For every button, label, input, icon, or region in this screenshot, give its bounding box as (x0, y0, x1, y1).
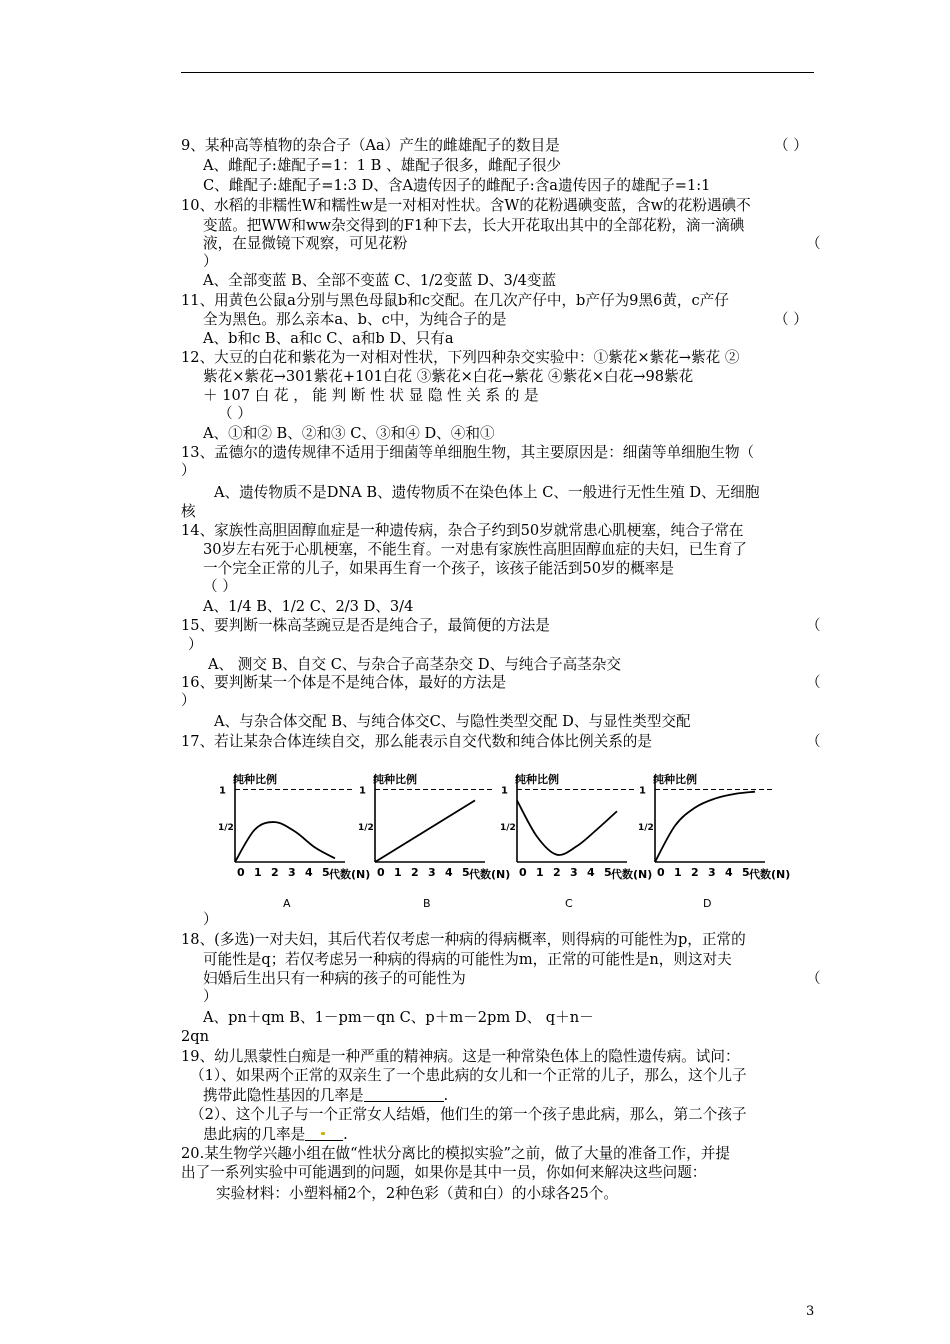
chart-b-ytick-1: 1 (359, 785, 366, 797)
chart-a-title: A (283, 897, 291, 910)
q15-paren-open: （ (806, 617, 821, 634)
q18-line1: 18、(多选)一对夫妇，其后代若仅考虑一种病的得病概率，则得病的可能性为p，正常的 (181, 931, 746, 948)
q11-line2: 全为黑色。那么亲本a、b、c中，为纯合子的是 (203, 311, 507, 328)
q20-line2: 出了一系列实验中可能遇到的问题，如果你是其中一员，你如何来解决这些问题： (181, 1164, 707, 1181)
q18-paren-open: （ (806, 970, 821, 987)
chart-c-xtick-5: 5 (604, 866, 612, 879)
q9-options-cd: C、雌配子:雄配子=1:3 D、含A遗传因子的雌配子:含a遗传因子的雄配子=1:1 (203, 177, 711, 194)
q17-paren-close: ） (203, 911, 218, 928)
q12-options: A、①和② B、②和③ C、③和④ D、④和① (203, 425, 495, 442)
q10-paren-open: （ (806, 235, 821, 252)
chart-a-series-line (235, 822, 335, 862)
chart-b-ylabel: 纯种比例 (373, 773, 417, 786)
q14-answer-paren: （ ） (203, 578, 237, 595)
q15-stem: 15、要判断一株高茎豌豆是否是纯合子，最简便的方法是 (181, 617, 550, 634)
chart-d-xtick-3: 3 (708, 866, 716, 879)
chart-c-xtick-0: 0 (519, 866, 527, 879)
chart-d-xtick-1: 1 (674, 866, 682, 879)
chart-a-xtick-5: 5 (322, 866, 330, 879)
q17-charts-svg (205, 765, 795, 915)
chart-b-series-line (375, 800, 475, 862)
chart-c-xtick-3: 3 (570, 866, 578, 879)
chart-b-xtick-3: 3 (428, 866, 436, 879)
q19-answer-blank-1[interactable] (364, 1087, 444, 1102)
chart-d-ylabel: 纯种比例 (653, 773, 697, 786)
chart-c-series-line (517, 800, 617, 855)
green-dot-mark (321, 1132, 325, 1135)
q12-answer-paren: （ ） (218, 405, 252, 422)
q18-paren-close: ） (203, 988, 218, 1005)
q10-paren-close: ） (203, 253, 218, 270)
q18-options: A、pn＋qm B、1－pm－qn C、p＋m－2pm D、 q＋n－ (203, 1009, 594, 1026)
q19-line5 (203, 1125, 836, 1145)
q16-paren-open: （ (806, 674, 821, 691)
q19-line4: （2）、这个儿子与一个正常女人结婚，他们生的第一个孩子患此病，那么，第二个孩子 (190, 1106, 747, 1123)
q9-options-ab: A、雌配子:雄配子=1：1 B 、雄配子很多，雌配子很少 (203, 157, 562, 174)
chart-a-ytick-half: 1/2 (218, 822, 234, 833)
chart-c-title: C (565, 897, 573, 910)
q16-options: A、与杂合体交配 B、与纯合体交C、与隐性类型交配 D、与显性类型交配 (214, 713, 691, 730)
chart-b-xtick-0: 0 (377, 866, 385, 879)
q18-options-wrap: 2qn (181, 1028, 210, 1045)
q18-line2: 可能性是q；若仅考虑另一种病的得病的可能性为m，正常的可能性是n，则这对夫 (203, 951, 732, 968)
q19-answer-blank-2[interactable] (305, 1126, 343, 1141)
chart-b-xtick-1: 1 (394, 866, 402, 879)
q19-line1: 19、幼儿黑蒙性白痴是一种严重的精神病。这是一种常染色体上的隐性遗传病。试问： (181, 1048, 740, 1065)
chart-d-xtick-5: 5 (742, 866, 750, 879)
chart-d-xtick-2: 2 (691, 866, 699, 879)
q20-line1: 20.某生物学兴趣小组在做“性状分离比的模拟实验”之前，做了大量的准备工作，并提 (181, 1145, 730, 1162)
q13-options: A、遗传物质不是DNA B、遗传物质不在染色体上 C、一般进行无性生殖 D、无细胞 (214, 484, 760, 501)
q17-stem: 17、若让某杂合体连续自交，那么能表示自交代数和纯合体比例关系的是 (181, 733, 652, 750)
q16-stem: 16、要判断某一个体是不是纯合体，最好的方法是 (181, 674, 507, 691)
chart-a-xtick-0: 0 (237, 866, 245, 879)
q19-line5-text: 患此病的几率是 (203, 1126, 306, 1143)
q11-line1: 11、用黄色公鼠a分别与黑色母鼠b和c交配。在几次产仔中，b产仔为9黑6黄，c产仔 (181, 292, 729, 309)
chart-a-xlabel: 代数(N) (329, 868, 371, 881)
q16-paren-close: ） (181, 692, 196, 709)
chart-d-title: D (703, 897, 712, 910)
chart-c-ylabel: 纯种比例 (515, 773, 559, 786)
header-rule (181, 72, 814, 73)
q19-line3-end: . (443, 1087, 449, 1104)
q10-options: A、全部变蓝 B、全部不变蓝 C、1/2变蓝 D、3/4变蓝 (203, 272, 557, 289)
q9-stem: 9、某种高等植物的杂合子（Aa）产生的雌雄配子的数目是 (181, 137, 560, 154)
q14-options: A、1/4 B、1/2 C、2/3 D、3/4 (203, 598, 414, 615)
chart-c-ytick-half: 1/2 (500, 822, 516, 833)
q11-answer-paren: （ ） (774, 311, 808, 328)
chart-d-xlabel: 代数(N) (749, 868, 791, 881)
chart-d-ytick-half: 1/2 (638, 822, 654, 833)
q15-paren-close: ） (188, 636, 203, 653)
chart-c-xtick-4: 4 (587, 866, 595, 879)
chart-c-ytick-1: 1 (501, 785, 508, 797)
q19-line5-end: . (343, 1126, 348, 1143)
chart-b-xtick-2: 2 (411, 866, 419, 879)
chart-a-ytick-1: 1 (219, 785, 226, 797)
page-number: 3 (806, 1304, 815, 1319)
q13-line1: 13、孟德尔的遗传规律不适用于细菌等单细胞生物，其主要原因是：细菌等单细胞生物（ (181, 444, 755, 461)
q13-paren-close: ） (181, 462, 196, 479)
chart-a-xtick-1: 1 (254, 866, 262, 879)
chart-d-xtick-4: 4 (725, 866, 733, 879)
chart-b-title: B (423, 897, 431, 910)
chart-b-xtick-5: 5 (462, 866, 470, 879)
q14-line2: 30岁左右死于心肌梗塞，不能生育。一对患有家族性高胆固醇血症的夫妇，已生育了 (203, 541, 747, 558)
chart-a-xtick-2: 2 (271, 866, 279, 879)
q18-line3: 妇婚后生出只有一种病的孩子的可能性为 (203, 970, 466, 987)
q19-line3 (203, 1086, 836, 1106)
chart-c-xtick-1: 1 (536, 866, 544, 879)
q13-options-wrap: 核 (181, 503, 196, 520)
q14-line1: 14、家族性高胆固醇血症是一种遗传病，杂合子约到50岁就常患心肌梗塞，纯合子常在 (181, 522, 744, 539)
q12-line1: 12、大豆的白花和紫花为一对相对性状，下列四种杂交实验中：①紫花×紫花→紫花 ② (181, 349, 740, 366)
q19-line3-text: 携带此隐性基因的几率是 (203, 1087, 364, 1104)
chart-a-ylabel: 纯种比例 (233, 773, 277, 786)
chart-b-xtick-4: 4 (445, 866, 453, 879)
q20-line3: 实验材料：小塑料桶2个，2种色彩（黄和白）的小球各25个。 (216, 1185, 618, 1202)
q14-line3: 一个完全正常的儿子，如果再生育一个孩子，该孩子能活到50岁的概率是 (203, 560, 674, 577)
q12-line2: 紫花×紫花→301紫花+101白花 ③紫花×白花→紫花 ④紫花×白花→98紫花 (203, 368, 694, 385)
q11-options: A、b和c B、a和c C、a和b D、只有a (203, 330, 454, 347)
chart-a-xtick-3: 3 (288, 866, 296, 879)
chart-d-xtick-0: 0 (657, 866, 665, 879)
q17-charts (205, 765, 795, 915)
q17-paren-open: （ (806, 733, 821, 750)
q10-line2: 变蓝。把WW和ww杂交得到的F1种下去，长大开花取出其中的全部花粉，滴一滴碘 (203, 217, 745, 234)
chart-d-series-line (655, 792, 755, 862)
chart-c-xlabel: 代数(N) (611, 868, 653, 881)
q12-line3: ＋ 107 白 花 ， 能 判 断 性 状 显 隐 性 关 系 的 是 (203, 387, 539, 404)
chart-c-xtick-2: 2 (553, 866, 561, 879)
chart-a-xtick-4: 4 (305, 866, 313, 879)
q10-line3: 液，在显微镜下观察，可见花粉 (203, 235, 408, 252)
chart-b-xlabel: 代数(N) (469, 868, 511, 881)
q15-options: A、 测交 B、自交 C、与杂合子高茎杂交 D、与纯合子高茎杂交 (208, 656, 621, 673)
q19-line2: （1）、如果两个正常的双亲生了一个患此病的女儿和一个正常的儿子，那么，这个儿子 (190, 1067, 747, 1084)
q10-line1: 10、水稻的非糯性W和糯性w是一对相对性状。含W的花粉遇碘变蓝，含w的花粉遇碘不 (181, 197, 751, 214)
q9-answer-paren: （ ） (774, 137, 808, 154)
chart-b-ytick-half: 1/2 (358, 822, 374, 833)
chart-d-ytick-1: 1 (639, 785, 646, 797)
